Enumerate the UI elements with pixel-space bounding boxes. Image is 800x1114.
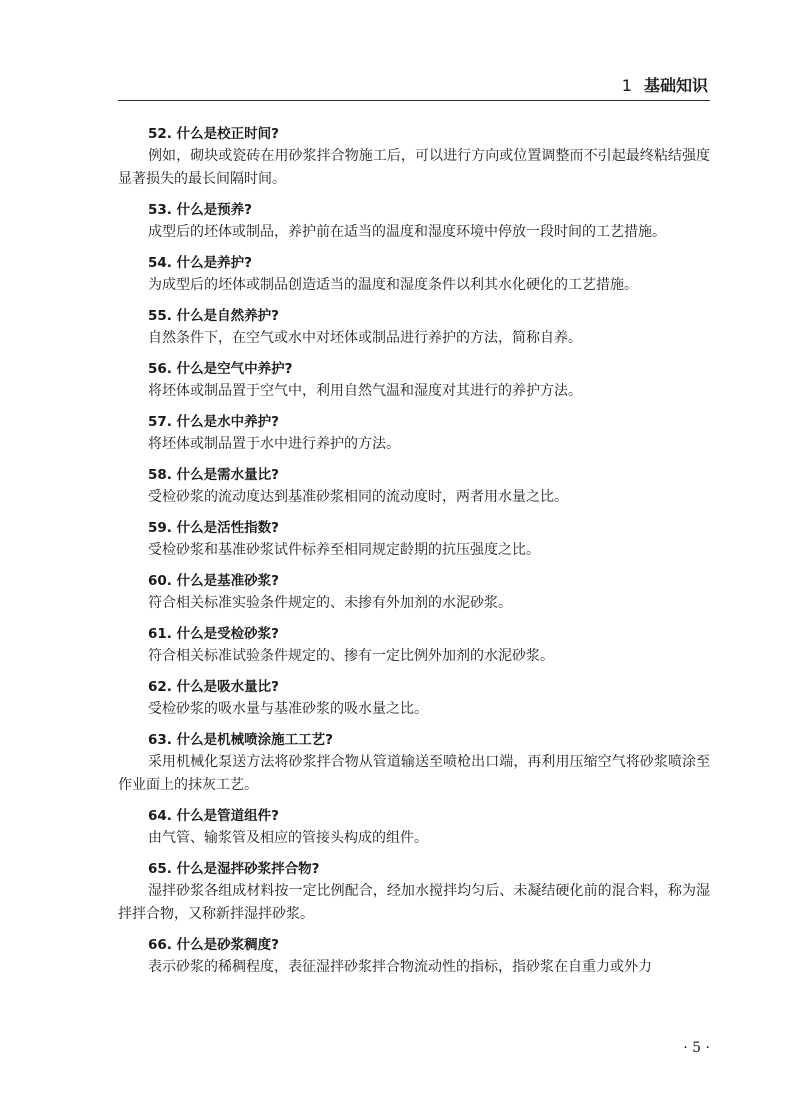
question-heading: 58. 什么是需水量比? bbox=[148, 467, 279, 483]
question-heading: 57. 什么是水中养护? bbox=[148, 414, 279, 430]
answer-text: 符合相关标准实验条件规定的、未掺有外加剂的水泥砂浆。 bbox=[148, 595, 512, 611]
answer-text: 为成型后的坯体或制品创造适当的温度和湿度条件以利其水化硬化的工艺措施。 bbox=[148, 277, 638, 293]
qa-item bbox=[118, 199, 710, 244]
answer-text: 由气管、输浆管及相应的管接头构成的组件。 bbox=[148, 830, 428, 846]
question-heading: 53. 什么是预养? bbox=[148, 202, 252, 218]
qa-item bbox=[118, 358, 710, 403]
qa-item bbox=[118, 305, 710, 350]
question-heading: 56. 什么是空气中养护? bbox=[148, 361, 293, 377]
question-heading: 61. 什么是受检砂浆? bbox=[148, 626, 279, 642]
question-heading: 55. 什么是自然养护? bbox=[148, 308, 279, 324]
qa-item bbox=[118, 623, 710, 668]
qa-item bbox=[118, 858, 710, 926]
page-number: · 5 · bbox=[683, 1040, 710, 1056]
qa-item bbox=[118, 934, 710, 979]
chapter-number: 1 bbox=[621, 76, 632, 95]
question-heading: 52. 什么是校正时间? bbox=[148, 126, 279, 142]
qa-item bbox=[118, 517, 710, 562]
qa-item bbox=[118, 411, 710, 456]
qa-item bbox=[118, 676, 710, 721]
answer-text: 受检砂浆的流动度达到基准砂浆相同的流动度时，两者用水量之比。 bbox=[148, 489, 568, 505]
qa-item bbox=[118, 123, 710, 191]
header-rule bbox=[118, 100, 710, 101]
page-body bbox=[118, 123, 710, 987]
qa-item bbox=[118, 805, 710, 850]
question-heading: 60. 什么是基准砂浆? bbox=[148, 573, 279, 589]
question-heading: 54. 什么是养护? bbox=[148, 255, 252, 271]
question-heading: 62. 什么是吸水量比? bbox=[148, 679, 279, 695]
answer-text: 例如，砌块或瓷砖在用砂浆拌合物施工后，可以进行方向或位置调整而不引起最终粘结强度显著损失的最长间隔时间。 bbox=[118, 148, 710, 187]
answer-text: 受检砂浆和基准砂浆试件标养至相同规定龄期的抗压强度之比。 bbox=[148, 542, 540, 558]
question-heading: 65. 什么是湿拌砂浆拌合物? bbox=[148, 861, 320, 877]
question-heading: 66. 什么是砂浆稠度? bbox=[148, 937, 279, 953]
qa-item bbox=[118, 464, 710, 509]
answer-text: 表示砂浆的稀稠程度，表征湿拌砂浆拌合物流动性的指标，指砂浆在自重力或外力 bbox=[148, 959, 652, 975]
answer-text: 采用机械化泵送方法将砂浆拌合物从管道输送至喷枪出口端，再利用压缩空气将砂浆喷涂至作业面上的抹灰工艺。 bbox=[118, 754, 710, 793]
qa-item bbox=[118, 252, 710, 297]
answer-text: 将坯体或制品置于空气中，利用自然气温和湿度对其进行的养护方法。 bbox=[148, 383, 582, 399]
answer-text: 受检砂浆的吸水量与基准砂浆的吸水量之比。 bbox=[148, 701, 428, 717]
question-heading: 64. 什么是管道组件? bbox=[148, 808, 279, 824]
answer-text: 自然条件下，在空气或水中对坯体或制品进行养护的方法，简称自养。 bbox=[148, 330, 582, 346]
running-header bbox=[118, 76, 708, 96]
answer-text: 符合相关标准试验条件规定的、掺有一定比例外加剂的水泥砂浆。 bbox=[148, 648, 554, 664]
qa-item bbox=[118, 570, 710, 615]
answer-text: 湿拌砂浆各组成材料按一定比例配合，经加水搅拌均匀后、未凝结硬化前的混合料，称为湿拌拌合物，又称新拌湿拌砂浆。 bbox=[118, 883, 710, 922]
question-heading: 59. 什么是活性指数? bbox=[148, 520, 279, 536]
qa-item bbox=[118, 729, 710, 797]
answer-text: 成型后的坯体或制品，养护前在适当的温度和湿度环境中停放一段时间的工艺措施。 bbox=[148, 224, 666, 240]
chapter-title: 基础知识 bbox=[643, 76, 708, 95]
question-heading: 63. 什么是机械喷涂施工工艺? bbox=[148, 732, 333, 748]
answer-text: 将坯体或制品置于水中进行养护的方法。 bbox=[148, 436, 400, 452]
